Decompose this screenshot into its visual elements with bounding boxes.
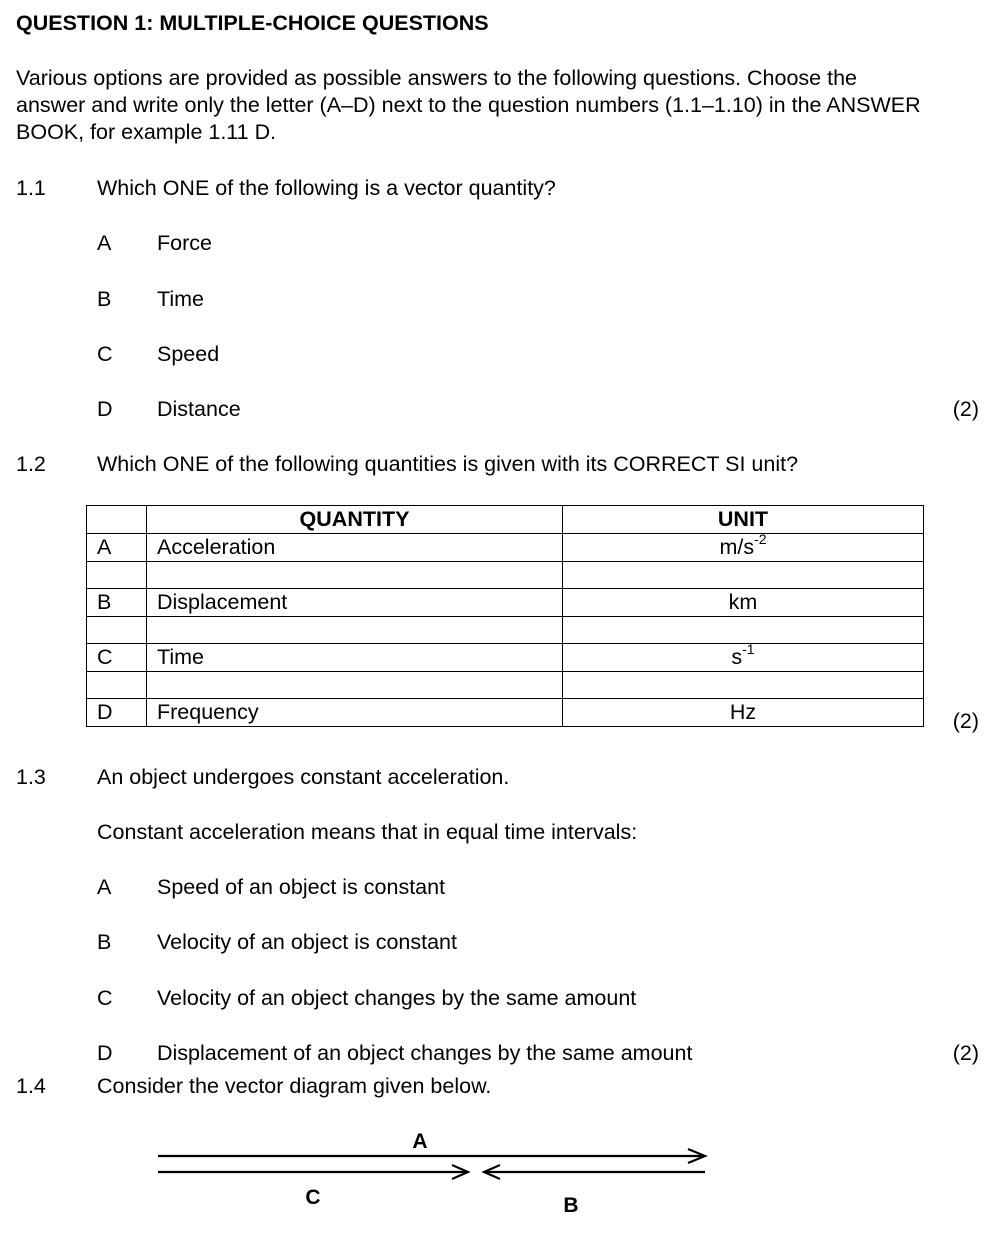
- table-header-empty-cell: [87, 506, 147, 534]
- q3-option-b-letter: B: [97, 930, 112, 954]
- table-row-letter: D: [87, 699, 147, 727]
- vector-a-label: A: [412, 1130, 428, 1153]
- unit-exponent: -2: [754, 530, 767, 547]
- q3-option-c-letter: C: [97, 986, 113, 1010]
- question-1-2-marks: (2): [952, 709, 979, 733]
- table-row: [87, 699, 924, 727]
- q3-option-a-text: Speed of an object is constant: [157, 875, 446, 899]
- question-1-1-marks: (2): [952, 397, 979, 421]
- question-1-4-number: 1.4: [16, 1074, 46, 1098]
- table-row-letter: B: [87, 589, 147, 617]
- unit-base: m/s: [719, 535, 755, 559]
- table-spacer-row: [87, 617, 924, 644]
- table-header-unit: UNIT: [563, 506, 924, 534]
- q3-option-a-letter: A: [97, 875, 112, 899]
- table-row-quantity: Displacement: [147, 589, 563, 617]
- table-row-unit: [563, 699, 924, 727]
- q1-option-c-letter: C: [97, 342, 113, 366]
- unit-base: km: [728, 590, 758, 614]
- q3-option-c-text: Velocity of an object changes by the same amount: [157, 986, 637, 1010]
- vector-c-arrow: [158, 1165, 468, 1179]
- table-row-quantity: Frequency: [147, 699, 563, 727]
- table-row: [87, 534, 924, 562]
- instructions-paragraph: Various options are provided as possible answers to the following questions. Choose the answer and write only the letter (A–D) next to the question numbers (1.1–1.10) in the ANSWER BOOK, for example 1.11 D.: [16, 66, 921, 144]
- q1-option-d-text: Distance: [157, 397, 241, 421]
- unit-exponent: -1: [742, 640, 755, 657]
- vector-c-label: C: [305, 1186, 321, 1209]
- q1-option-a-text: Force: [157, 231, 212, 255]
- unit-base: Hz: [729, 700, 757, 724]
- question-1-2-text: Which ONE of the following quantities is given with its CORRECT SI unit?: [97, 452, 799, 476]
- table-row-unit: [563, 589, 924, 617]
- question-1-3-number: 1.3: [16, 765, 46, 789]
- question-1-3-marks: (2): [952, 1041, 979, 1065]
- question-1-2-number: 1.2: [16, 452, 46, 476]
- table-row-unit: [563, 530, 924, 562]
- vector-b-arrow: [484, 1165, 705, 1179]
- vector-b-label: B: [563, 1194, 579, 1217]
- table-row-unit: [563, 640, 924, 672]
- question-1-3-text-2: Constant acceleration means that in equal time intervals:: [97, 820, 638, 844]
- table-row-letter: C: [87, 644, 147, 672]
- table-row-letter: A: [87, 534, 147, 562]
- table-header-row: [87, 506, 924, 534]
- question-1-3-text: An object undergoes constant acceleration.: [97, 765, 510, 789]
- q1-option-b-letter: B: [97, 287, 112, 311]
- q3-option-d-letter: D: [97, 1041, 113, 1065]
- question-title: QUESTION 1: MULTIPLE-CHOICE QUESTIONS: [16, 11, 489, 35]
- quantity-unit-table: [86, 505, 924, 727]
- question-1-1-number: 1.1: [16, 176, 46, 200]
- q1-option-c-text: Speed: [157, 342, 220, 366]
- table-row: [87, 589, 924, 617]
- table-spacer-row: [87, 562, 924, 589]
- table-row-quantity: Time: [147, 644, 563, 672]
- table-row-quantity: Acceleration: [147, 534, 563, 562]
- q3-option-d-text: Displacement of an object changes by the same amount: [157, 1041, 693, 1065]
- unit-base: s: [731, 645, 743, 669]
- q1-option-b-text: Time: [157, 287, 204, 311]
- vector-diagram: [150, 1120, 720, 1220]
- q3-option-b-text: Velocity of an object is constant: [157, 930, 457, 954]
- question-1-1-text: Which ONE of the following is a vector quantity?: [97, 176, 556, 200]
- q1-option-a-letter: A: [97, 231, 112, 255]
- question-1-4-text: Consider the vector diagram given below.: [97, 1074, 492, 1098]
- table-spacer-row: [87, 672, 924, 699]
- table-header-quantity: QUANTITY: [147, 506, 563, 534]
- q1-option-d-letter: D: [97, 397, 113, 421]
- table-row: [87, 644, 924, 672]
- vector-a-arrow: [158, 1149, 705, 1163]
